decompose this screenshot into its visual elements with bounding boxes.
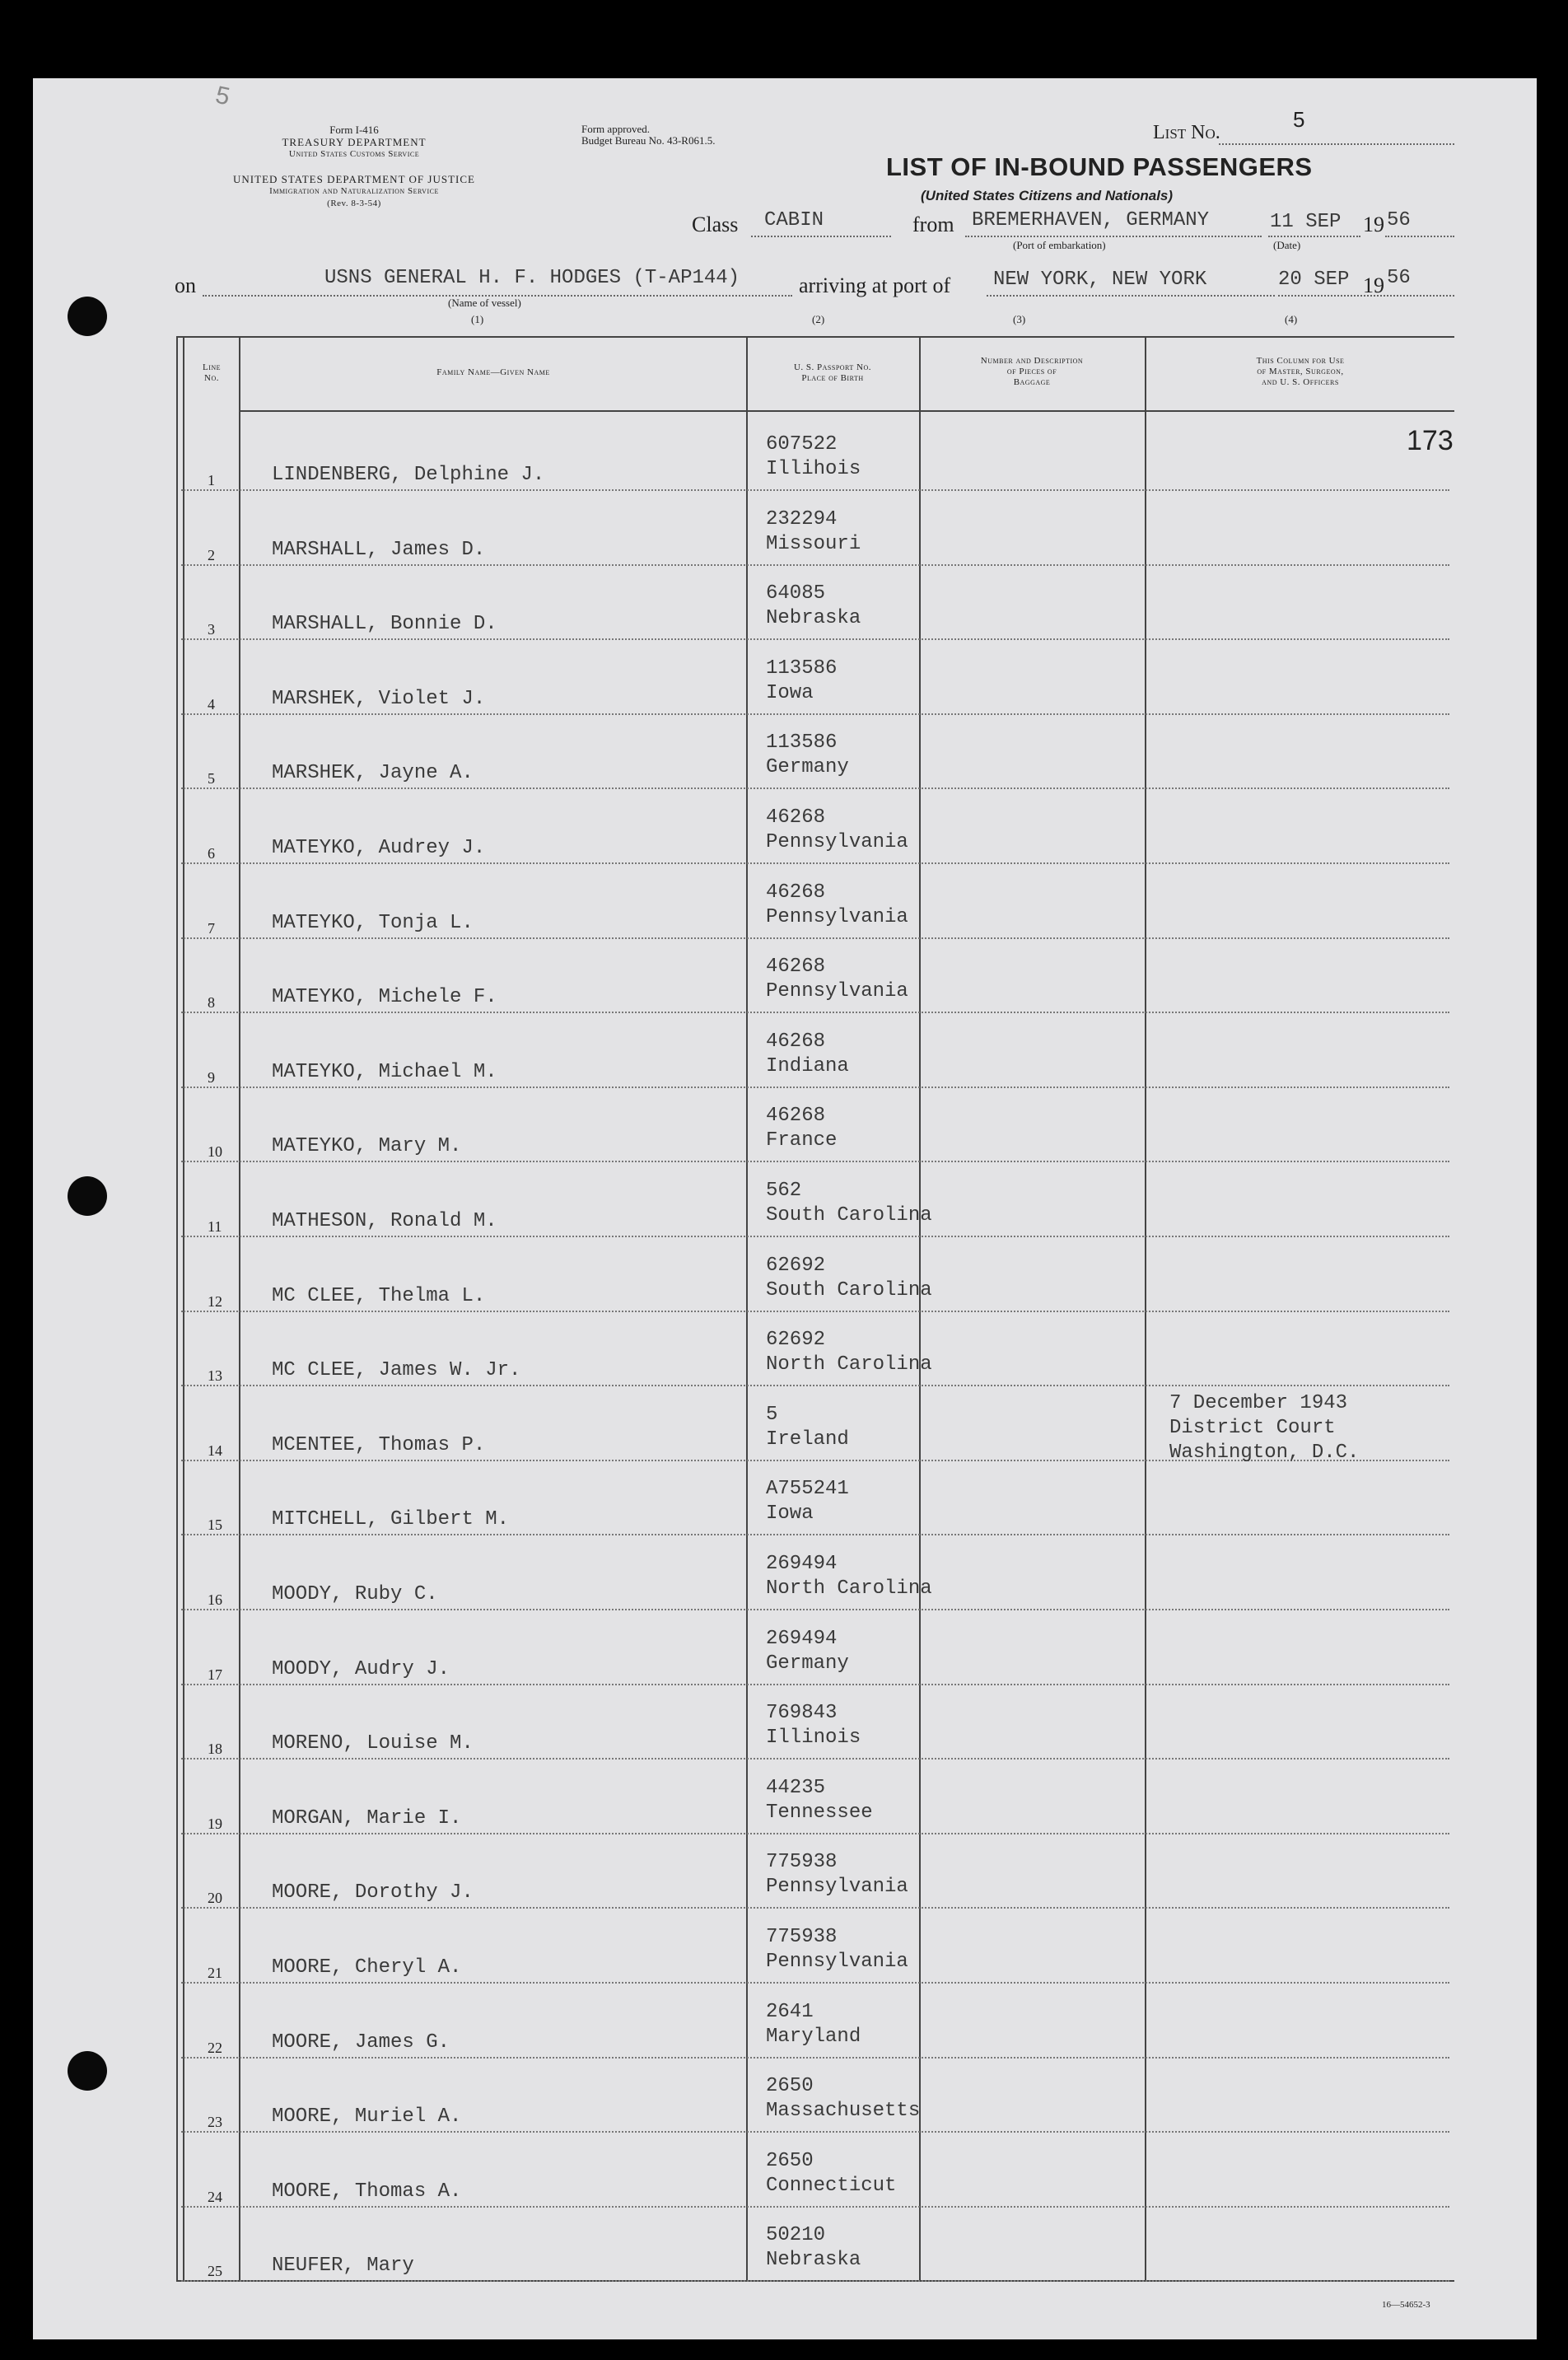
- line-number: 8: [208, 994, 215, 1012]
- list-no-line: [1219, 137, 1454, 145]
- place-of-birth: Pennsylvania: [766, 980, 908, 1003]
- line-number: 17: [208, 1666, 222, 1683]
- line-number: 11: [208, 1218, 222, 1235]
- line-number: 9: [208, 1068, 215, 1086]
- table-row: [181, 1087, 1449, 1162]
- page-title: LIST OF IN-BOUND PASSENGERS: [886, 152, 1313, 181]
- footer-code: 16—54652-3: [1382, 2300, 1430, 2310]
- passport-number: 50210: [766, 2224, 826, 2247]
- place-of-birth: Iowa: [766, 1502, 814, 1526]
- table-row: [181, 2058, 1449, 2133]
- passenger-name: MATEYKO, Audrey J.: [272, 837, 486, 859]
- passenger-name: LINDENBERG, Delphine J.: [272, 464, 545, 486]
- col-header-baggage: Number and Description of Pieces of Baggage: [980, 356, 1084, 387]
- line-number: 13: [208, 1367, 222, 1385]
- table-row: [181, 1759, 1449, 1834]
- col-header-name: Family Name—Given Name: [436, 367, 550, 377]
- form-number: Form I-416: [329, 124, 379, 136]
- passport-cell: [766, 955, 908, 1004]
- line-number: 22: [208, 2039, 222, 2056]
- passenger-name: MORGAN, Marie I.: [272, 1806, 462, 1830]
- passport-cell: [766, 1776, 873, 1825]
- passenger-name: MOODY, Ruby C.: [272, 1583, 438, 1605]
- passenger-name: MATEYKO, Michael M.: [272, 1060, 497, 1083]
- list-no-value: 5: [1293, 107, 1305, 132]
- passport-cell: [766, 657, 837, 706]
- passenger-name: MATEYKO, Tonja L.: [272, 911, 474, 934]
- passport-cell: [766, 1627, 849, 1676]
- passport-number: 62692: [766, 1329, 826, 1352]
- passenger-name: MITCHELL, Gilbert M.: [272, 1508, 510, 1531]
- punch-hole: [68, 297, 107, 336]
- arrival-year-prefix: 19: [1363, 273, 1384, 297]
- col-4-number: (4): [1285, 313, 1298, 325]
- approval-block: [581, 124, 715, 147]
- line-number: 10: [208, 1143, 222, 1161]
- passport-number: 607522: [766, 433, 838, 456]
- place-of-birth: Germany: [766, 756, 849, 779]
- passport-cell: [766, 1328, 932, 1377]
- passenger-name: MARSHEK, Jayne A.: [272, 762, 474, 785]
- passport-number: 2641: [766, 2000, 814, 2023]
- line-number: 20: [208, 1890, 222, 1907]
- place-of-birth: Germany: [766, 1652, 849, 1675]
- passport-cell: [766, 1552, 932, 1601]
- place-of-birth: Massachusetts: [766, 2100, 921, 2123]
- passport-cell: [766, 507, 861, 557]
- passport-number: 232294: [766, 507, 838, 530]
- arrival-port-line: [987, 292, 1275, 297]
- line-number: 14: [208, 1442, 222, 1459]
- place-of-birth: North Carolina: [766, 1577, 932, 1600]
- from-label: from: [912, 213, 954, 236]
- col-3-number: (3): [1013, 313, 1026, 325]
- table-row: [181, 2207, 1449, 2282]
- passenger-name: MOORE, James G.: [272, 2031, 450, 2054]
- class-line: [751, 232, 891, 237]
- from-line: [965, 232, 1262, 237]
- place-of-birth: Illihois: [766, 458, 861, 480]
- officer-note: [1169, 1391, 1359, 1465]
- table-row: [181, 938, 1449, 1013]
- passport-number: 269494: [766, 1627, 838, 1650]
- passenger-name: MARSHALL, Bonnie D.: [272, 613, 497, 636]
- on-label: on: [175, 273, 196, 297]
- col-header-officers: This Column for Use of Master, Surgeon, and U. S. Officers: [1256, 356, 1345, 387]
- from-year-line: [1385, 232, 1454, 237]
- line-number: 5: [208, 770, 215, 787]
- line-number: 15: [208, 1516, 222, 1534]
- line-number: 6: [208, 845, 215, 862]
- passenger-name: MOORE, Thomas A.: [272, 2180, 462, 2203]
- vessel-name: USNS GENERAL H. F. HODGES (T-AP144): [324, 267, 740, 289]
- table-row: [181, 1386, 1449, 1464]
- line-number: 19: [208, 1815, 222, 1832]
- class-label: Class: [692, 213, 739, 236]
- passport-number: 46268: [766, 806, 826, 829]
- place-of-birth: South Carolina: [766, 1204, 932, 1227]
- page-subtitle: (United States Citizens and Nationals): [921, 188, 1174, 203]
- officer-note-line: 7 December 1943: [1169, 1391, 1348, 1414]
- vessel-caption: (Name of vessel): [448, 297, 521, 309]
- line-number: 24: [208, 2188, 222, 2205]
- passport-cell: [766, 2149, 896, 2199]
- table-left-border: [176, 336, 178, 2282]
- line-number: 12: [208, 1292, 222, 1310]
- place-of-birth: Pennsylvania: [766, 905, 908, 928]
- passport-cell: [766, 1403, 849, 1452]
- passport-cell: [766, 731, 849, 780]
- passport-cell: [766, 806, 908, 855]
- line-number: 4: [208, 695, 215, 713]
- line-number: 21: [208, 1965, 222, 1981]
- table-row: [181, 491, 1449, 566]
- passport-number: 62692: [766, 1254, 826, 1277]
- header-bottom-border: [239, 410, 1454, 412]
- table-row: [181, 1237, 1449, 1312]
- place-of-birth: Missouri: [766, 532, 861, 555]
- place-of-birth: Illinois: [766, 1727, 861, 1750]
- table-row: [181, 1311, 1449, 1386]
- table-row: [181, 1984, 1449, 2059]
- passport-cell: [766, 1254, 932, 1303]
- passport-number: 64085: [766, 582, 826, 605]
- passport-number: A755241: [766, 1478, 849, 1501]
- passport-number: 775938: [766, 1926, 838, 1948]
- col-header-line-no: Line No.: [202, 362, 222, 383]
- treasury-department: TREASURY DEPARTMENT: [282, 136, 427, 148]
- line-number: 16: [208, 1591, 222, 1608]
- justice-block: [165, 173, 544, 210]
- place-of-birth: Pennsylvania: [766, 1951, 908, 1973]
- passport-cell: [766, 1701, 861, 1750]
- passport-cell: [766, 1850, 908, 1900]
- form-block: [206, 124, 502, 161]
- passport-number: 46268: [766, 956, 826, 979]
- row-rule: [181, 2280, 1449, 2282]
- passport-number: 46268: [766, 1105, 826, 1128]
- table-row: [181, 1460, 1449, 1535]
- passport-cell: [766, 1030, 849, 1079]
- class-value: CABIN: [764, 209, 824, 231]
- place-of-birth: Ireland: [766, 1428, 849, 1451]
- officer-note-line: District Court: [1169, 1416, 1336, 1439]
- passport-number: 2650: [766, 2149, 814, 2172]
- passenger-name: MATEYKO, Michele F.: [272, 986, 497, 1009]
- table-row: [181, 864, 1449, 939]
- passenger-name: MOODY, Audry J.: [272, 1657, 450, 1680]
- date-caption: (Date): [1273, 239, 1301, 251]
- line-number: 2: [208, 546, 215, 563]
- passenger-name: MATHESON, Ronald M.: [272, 1210, 497, 1232]
- place-of-birth: South Carolina: [766, 1278, 932, 1302]
- line-number: 18: [208, 1741, 222, 1758]
- passenger-name: MOORE, Dorothy J.: [272, 1881, 474, 1904]
- place-of-birth: Indiana: [766, 1054, 849, 1077]
- passenger-name: MCENTEE, Thomas P.: [272, 1433, 486, 1456]
- passport-number: 2650: [766, 2075, 814, 2098]
- corner-mark: 5: [212, 81, 233, 111]
- col-header-passport: U. S. Passport No. Place of Birth: [793, 362, 872, 383]
- passport-number: 46268: [766, 1030, 826, 1053]
- arrival-port: NEW YORK, NEW YORK: [993, 269, 1207, 291]
- table-row: [181, 565, 1449, 640]
- passenger-name: MC CLEE, James W. Jr.: [272, 1359, 521, 1382]
- table-row: [181, 1834, 1449, 1909]
- justice-department: UNITED STATES DEPARTMENT OF JUSTICE: [233, 173, 475, 185]
- table-row: [181, 1685, 1449, 1759]
- passport-cell: [766, 1477, 849, 1526]
- passenger-name: MATEYKO, Mary M.: [272, 1135, 462, 1158]
- table-row: [181, 2133, 1449, 2208]
- punch-hole: [68, 2051, 107, 2091]
- place-of-birth: Maryland: [766, 2025, 861, 2048]
- passport-cell: [766, 432, 861, 482]
- col-2-number: (2): [812, 313, 825, 325]
- arrival-date-line: [1278, 292, 1454, 297]
- place-of-birth: North Carolina: [766, 1353, 932, 1376]
- table-row: [181, 1162, 1449, 1237]
- passenger-name: MORENO, Louise M.: [272, 1732, 474, 1755]
- arriving-label: arriving at port of: [799, 273, 951, 297]
- passport-cell: [766, 1925, 908, 1974]
- place-of-birth: France: [766, 1129, 838, 1152]
- passport-cell: [766, 2000, 861, 2049]
- place-of-birth: Iowa: [766, 681, 814, 704]
- passport-number: 5: [766, 1403, 778, 1426]
- table-row: [181, 1909, 1449, 1984]
- passport-cell: [766, 881, 908, 930]
- passport-cell: [766, 2223, 861, 2273]
- passport-number: 44235: [766, 1776, 826, 1799]
- officer-note-line: Washington, D.C.: [1169, 1441, 1360, 1464]
- passport-number: 46268: [766, 881, 826, 904]
- place-of-birth: Tennessee: [766, 1801, 873, 1824]
- arrival-date: 20 SEP: [1278, 269, 1350, 291]
- passport-cell: [766, 1179, 932, 1228]
- place-of-birth: Nebraska: [766, 2249, 861, 2272]
- place-of-birth: Pennsylvania: [766, 831, 908, 853]
- from-date: 11 SEP: [1270, 211, 1342, 233]
- passenger-name: MARSHEK, Violet J.: [272, 687, 486, 710]
- table-row: [181, 1610, 1449, 1685]
- from-year: 56: [1387, 209, 1411, 231]
- line-number: 7: [208, 919, 215, 937]
- passport-number: 113586: [766, 657, 838, 680]
- table-row: [181, 416, 1449, 491]
- passenger-name: MOORE, Muriel A.: [272, 2105, 462, 2129]
- passport-cell: [766, 1104, 837, 1153]
- passport-number: 769843: [766, 1702, 838, 1725]
- table-row: [181, 789, 1449, 864]
- passport-cell: [766, 2074, 920, 2124]
- table-row: [181, 1013, 1449, 1088]
- passport-number: 113586: [766, 731, 838, 755]
- budget-bureau: Budget Bureau No. 43-R061.5.: [581, 134, 716, 147]
- table-top-border: [176, 336, 1454, 338]
- passport-number: 269494: [766, 1553, 838, 1575]
- table-row: [181, 640, 1449, 715]
- place-of-birth: Nebraska: [766, 607, 861, 630]
- from-year-prefix: 19: [1363, 213, 1384, 236]
- passport-cell: [766, 582, 861, 631]
- from-value: BREMERHAVEN, GERMANY: [972, 209, 1210, 231]
- stamp-number: 173: [1407, 425, 1454, 456]
- passport-number: 775938: [766, 1851, 838, 1874]
- passenger-name: NEUFER, Mary: [272, 2255, 414, 2278]
- place-of-birth: Connecticut: [766, 2174, 897, 2197]
- arrival-year: 56: [1387, 267, 1411, 289]
- punch-hole: [68, 1176, 107, 1216]
- customs-service: United States Customs Service: [288, 149, 420, 159]
- passenger-name: MOORE, Cheryl A.: [272, 1956, 462, 1979]
- form-approved: Form approved.: [581, 123, 651, 135]
- col-1-number: (1): [471, 313, 484, 325]
- line-number: 3: [208, 621, 215, 638]
- passenger-name: MC CLEE, Thelma L.: [272, 1284, 486, 1307]
- table-row: [181, 1535, 1449, 1610]
- ins-service: Immigration and Naturalization Service: [269, 186, 439, 196]
- line-number: 1: [208, 472, 215, 488]
- passport-number: 562: [766, 1180, 802, 1202]
- port-caption: (Port of embarkation): [1013, 239, 1106, 251]
- table-row: [181, 714, 1449, 789]
- line-number: 25: [208, 2263, 222, 2280]
- place-of-birth: Pennsylvania: [766, 1876, 908, 1899]
- line-number: 23: [208, 2114, 222, 2131]
- passenger-name: MARSHALL, James D.: [272, 538, 486, 561]
- revision: (Rev. 8-3-54): [327, 199, 381, 208]
- list-no-label: List No.: [1153, 122, 1220, 143]
